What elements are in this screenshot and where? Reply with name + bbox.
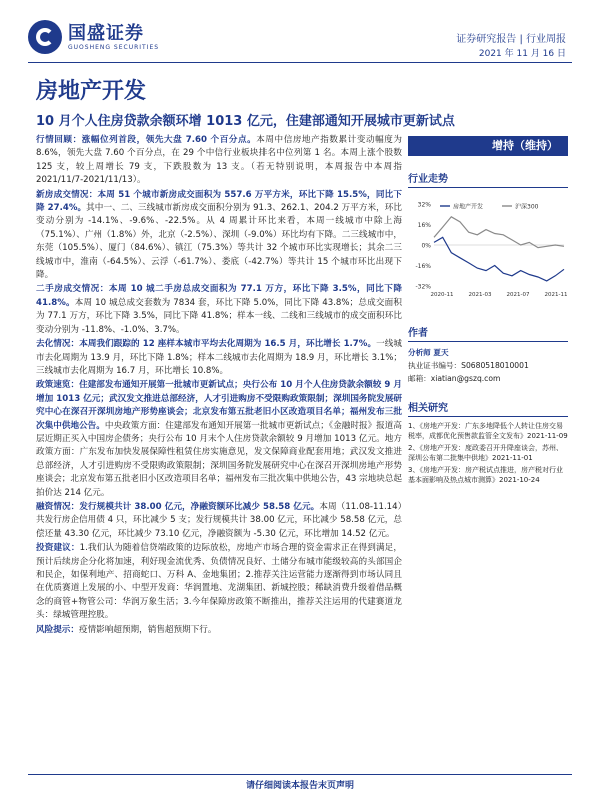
x-tick-label: 2021-11: [544, 292, 568, 298]
logo-cn-text: 国盛证券: [68, 22, 144, 44]
company-logo: [28, 20, 159, 54]
report-paragraph: [36, 379, 402, 500]
paragraph-lead: 发行规模共计 38.00 亿元，净融资额环比减少 58.58 亿元。: [79, 501, 320, 512]
page-subtitle: 10 月个人住房贷款余额环增 1013 亿元，住建部通知开展城市更新试点: [36, 114, 455, 129]
header-divider: [28, 62, 572, 63]
x-tick-label: 2020-11: [430, 292, 454, 298]
report-paragraph: [36, 134, 402, 188]
paragraph-lead: 本周我们跟踪的 12 座样本城市平均去化周期为 16.5 月，环比增长 1.7%。: [79, 339, 377, 350]
paragraph-lead: 本周 10 城二手房总成交面积为 77.1 万方，环比下降 3.5%，同比下降 41.8%。: [36, 284, 402, 308]
paragraph-lead: 涨幅位列首段，领先大盘 7.60 个百分点。: [81, 135, 257, 145]
report-paragraph: [36, 542, 402, 622]
paragraph-text: 中央政策方面：住建部发布通知开展第一批城市更新试点；《金融时报》报道高层近期正买入中国房企债务；央行公布 10 月末个人住房贷款余额较 9 月增加 1013 亿元。地方政策方面：广东发布加快发展保障性租赁住房实施意见，发文保障商业配套用地；武汉发文推进总部经济，人才引进购房不受限购政策限制；深圳国务院发展研究中心在深召开深圳房地产形势座谈会；北京发布第五批老旧小区改造项目名单；福州发布三批次集中供地公告，43 宗地块总起拍价达 214 亿元。: [36, 420, 403, 498]
analyst-section-title: 作者: [408, 324, 568, 342]
trend-section-title: 行业走势: [408, 170, 568, 188]
y-tick-label: -16%: [415, 263, 431, 270]
series-line-1: [434, 217, 564, 248]
paragraph-label: 投资建议：: [36, 543, 80, 554]
paragraph-text: 1.我们认为随着信贷端政策的边际放松，房地产市场合理的资金需求正在得到满足，预计后续房企分化将加速，利好现金流优秀、负债情况良好、土储分布城市能级较高的头部国企和民企，如保利地产、招商蛇口、万科 A、金地集团；2.推荐关注运营能力逐渐得到市场认同且在优质赛道上发展的小、中型开发商：华润置地、龙湖集团、新城控股；稀缺消费升级着借品概念的商管+物管公司：华润万象生活；3.今年保障房政策不断推出，推荐关注运用的代建赛道龙头：绿城管理控股。: [36, 543, 402, 621]
page-title: 房地产开发: [36, 79, 147, 104]
paragraph-text: 本周（11.08-11.14）共发行房企信用债 4 只，环比减少 5 支；发行规模共计 38.00 亿元，环比减少 58.58 亿元，总偿还量 43.30 亿元，环比减少 73.10 亿元，净融资额为 -5.30 亿元，环比增加 14.52 亿元。: [36, 501, 402, 539]
report-type: 证券研究报告 | 行业周报: [456, 34, 566, 45]
trend-chart-svg: [408, 194, 568, 306]
related-item[interactable]: 2、《房地产开发：度政委召开升降座谈会，苏州、深圳公布第二批集中供地》2021-11-01: [408, 444, 563, 462]
paragraph-label: 新房成交情况：: [36, 189, 98, 200]
paragraph-lead: 住建部发布通知开展第一批城市更新试点；央行公布 10 月个人住房贷款余额较 9 月增加 1013 亿元；武汉发文推进总部经济，人才引进购房不受限购政策限制；深圳国务院发展研究中心在深召开深圳房地产形势座谈会；北京发布第五批老旧小区改造项目名单；福州发布三批次集中供地公告。: [36, 380, 402, 431]
paragraph-text: 本周中信房地产指数累计变动幅度为 8.6%，领先大盘 7.60 个百分点，在 29 个中信行业板块排名中位列第 1 名。本周上涨个股数 125 支，较上周增长 79 支，下跌股数为 13 支。（若无特别说明，本周报告中本周指 2021/11/7-2021/11/13）。: [36, 135, 402, 186]
report-paragraph: [36, 501, 402, 541]
series-line-0: [434, 237, 564, 281]
paragraph-label: 二手房成交情况：: [36, 284, 109, 295]
sidebar: [408, 136, 568, 487]
y-tick-label: 32%: [417, 201, 431, 209]
paragraph-label: 去化情况：: [36, 339, 80, 350]
related-list: [408, 421, 568, 485]
analyst-name: 分析师 夏天: [408, 348, 449, 357]
paragraph-text: 疫情影响超预期，销售超预期下行。: [78, 624, 217, 635]
trend-chart: [408, 194, 568, 310]
paragraph-label: 风险提示：: [36, 624, 79, 635]
footer-disclaimer: 请仔细阅读本报告末页声明: [245, 781, 354, 791]
x-tick-label: 2021-03: [468, 292, 492, 298]
y-tick-label: 0%: [421, 242, 431, 250]
related-item[interactable]: 1、《房地产开发：广东多地降低个人转让住房交易税率，成都优化预售款监管全文发布》2021-11-09: [408, 422, 568, 440]
report-date: 2021 年 11 月 16 日: [478, 49, 566, 59]
related-item[interactable]: 3、《房地产开发：房产税试点推进，房产税对行业基本面影响及热点城市测算》2021-10-24: [408, 466, 563, 484]
paragraph-label: 行情回顾：: [36, 135, 82, 145]
logo-en-text: GUOSHENG SECURITIES: [68, 43, 160, 51]
paragraph-label: 政策速览：: [36, 380, 80, 391]
header: [0, 0, 600, 60]
report-paragraph: [36, 283, 402, 337]
logo-icon: [28, 20, 62, 54]
license-number: 执业证书编号：S0680518010001: [408, 361, 529, 370]
report-paragraph: [36, 338, 402, 378]
paragraph-text: 本周 10 城总成交套数为 7834 套，环比下降 5.0%，同比下降 43.8%；总成交面积为 77.1 万方，环比下降 3.5%，同比下降 41.8%；样本一线、二线和三线城市的成交面积环比变动分别为 -11.8%、-1.0%、3.7%。: [36, 297, 402, 335]
paragraph-text: 一线城市去化周期为 13.9 月，环比下降 1.8%；样本二线城市去化周期为 18.9 月，环比增长 3.1%；三线城市去化周期为 16.7 月，环比增长 10.8%。: [36, 339, 402, 376]
paragraph-label: 融资情况：: [36, 501, 80, 512]
report-body: [36, 134, 402, 638]
paragraph-lead: 本周 51 个城市新房成交面积为 557.6 万平方米，环比下降 15.5%，同比下降 27.4%。: [36, 189, 402, 214]
rating-badge: 增持（维持）: [408, 136, 568, 156]
x-tick-label: 2021-07: [506, 292, 530, 298]
report-paragraph: [36, 189, 402, 283]
report-paragraph: [36, 624, 402, 637]
legend-label: 沪深300: [515, 203, 539, 211]
analyst-email[interactable]: 邮箱：xiatian@gszq.com: [408, 374, 501, 383]
y-tick-label: -32%: [415, 283, 431, 291]
paragraph-text: 其中一、二、三线城市新房成交面积分别为 91.3、262.1、204.2 万平方米，环比变动分别为 -14.1%、-9.6%、-22.5%。从 4 周累计环比来看，本周一线城市中除上海（75.1%）、广州（1.8%）外，北京（-2.5%）、深圳（-9.0%）环比均有下降。二三线城市中，东莞（105.5%）、厦门（84.6%）、镇江（75.3%）等共计 32 个城市环比实现增长；其余二三线城市中，淮南（-64.5%）、云浮（-61.7%）、娄底（-42.7%）等共计 15 个城市环比出现下降。: [36, 203, 402, 281]
legend-label: 房地产开发: [453, 203, 484, 211]
related-section-title: 相关研究: [408, 399, 568, 417]
footer-divider: [28, 774, 572, 775]
y-tick-label: 16%: [417, 222, 431, 229]
